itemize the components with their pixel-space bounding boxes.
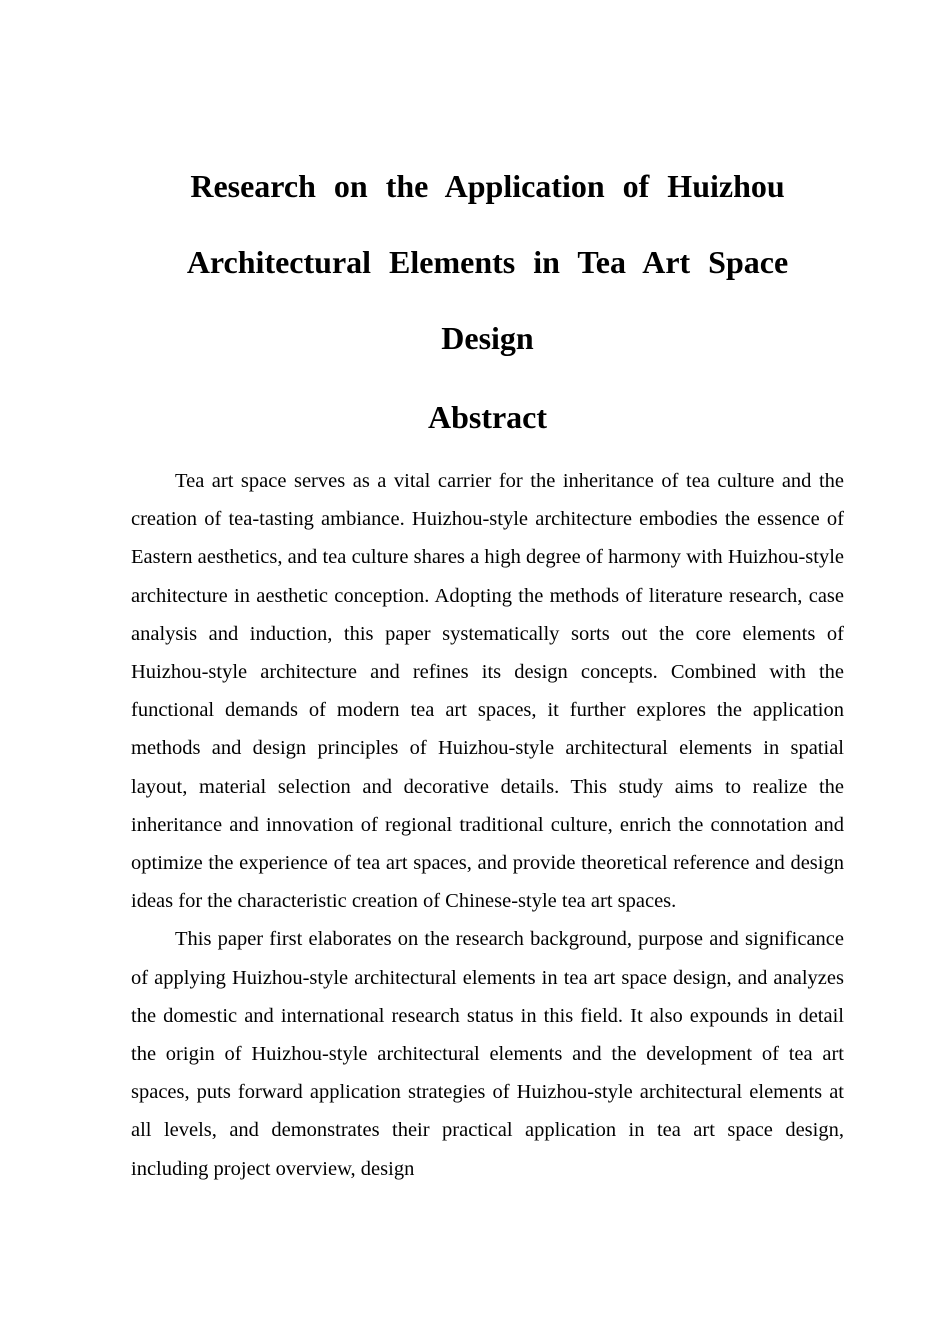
abstract-paragraph-1: Tea art space serves as a vital carrier for the inheritance of tea culture and the creation of tea-tasting ambiance. Huizhou-style architecture embodies the essence of Eastern aesthetics, and tea culture shares a high degree of harmony with Huizhou-style architecture in aesthetic conception. Adopting the methods of literature research, case analysis and induction, this paper systematically sorts out the core elements of Huizhou-style architecture and refines its design concepts. Combined with the functional demands of modern tea art spaces, it further explores the application methods and design principles of Huizhou-style architectural elements in spatial layout, material selection and decorative details. This study aims to realize the inheritance and innovation of regional traditional culture, enrich the connotation and optimize the experience of tea art spaces, and provide theoretical reference and design ideas for the characteristic creation of Chinese-style tea art spaces. <box>131 470 844 913</box>
abstract-heading: Abstract <box>427 399 548 435</box>
paper-title: Research on the Application of Huizhou Architectural Elements in Tea Art Space Design <box>186 168 789 356</box>
abstract-paragraph-2: This paper first elaborates on the research background, purpose and significance of applying Huizhou-style architectural elements in tea art space design, and analyzes the domestic and international research status in this field. It also expounds in detail the origin of Huizhou-style architectural elements and the development of tea art spaces, puts forward application strategies of Huizhou-style architectural elements at all levels, and demonstrates their practical application in tea art space design, including project overview, design <box>131 928 844 1180</box>
paper-page <box>131 148 844 1188</box>
